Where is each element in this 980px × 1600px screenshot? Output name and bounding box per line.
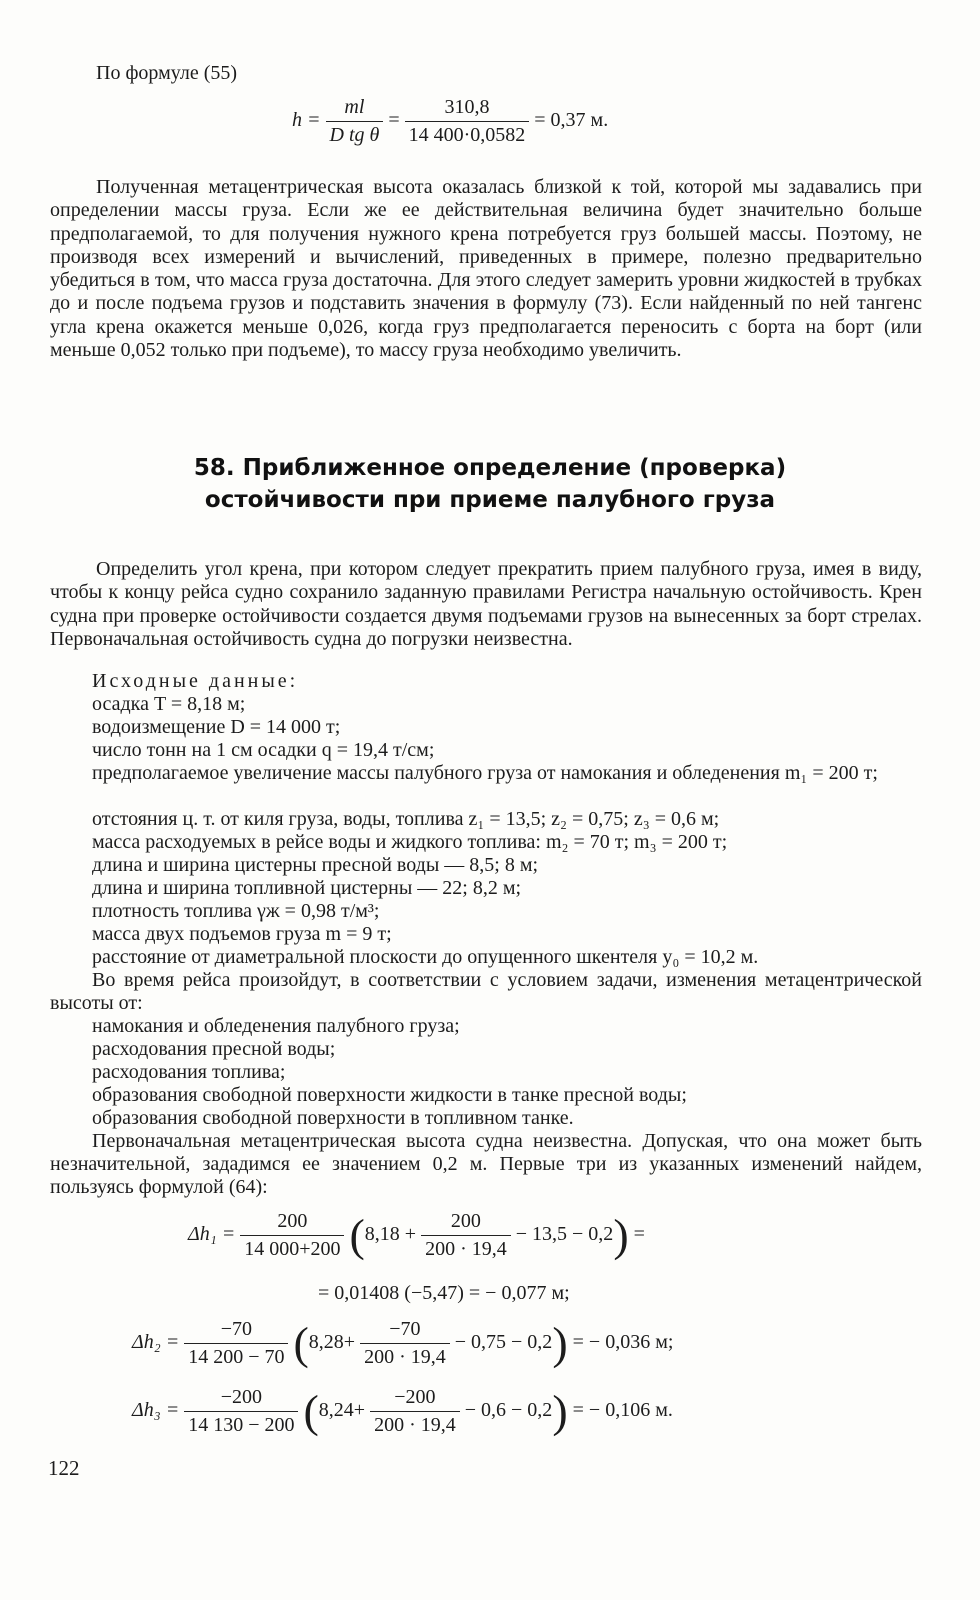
change-item: намокания и обледенения палубного груза; <box>92 1015 460 1037</box>
given-item: масса двух подъемов груза m = 9 т; <box>92 923 392 945</box>
fraction-denominator: D tg θ <box>326 121 384 147</box>
formula-result: = − 0,106 м. <box>572 1399 673 1422</box>
formula-h <box>292 96 608 147</box>
fraction <box>184 1318 288 1369</box>
fraction-denominator: 14 400·0,0582 <box>405 121 530 147</box>
changes-intro: Во время рейса произойдут, в соответствии с условием задачи, изменения метацентрической высоты от: <box>50 969 922 1014</box>
given-item: расстояние от диаметральной плоскости до опущенного шкентеля y₀ = 10,2 м. <box>92 946 759 968</box>
fraction <box>240 1210 344 1261</box>
given-item: число тонн на 1 см осадки q = 19,4 т/см; <box>92 739 435 761</box>
fraction <box>370 1386 460 1437</box>
given-item: плотность топлива γж = 0,98 т/м³; <box>92 900 380 922</box>
formula-term: 8,28+ <box>308 1331 356 1354</box>
fraction-denominator: 200 · 19,4 <box>360 1343 450 1369</box>
paren-open: ( <box>349 1209 365 1261</box>
formula-lhs: h = <box>292 109 321 132</box>
fraction <box>184 1386 298 1437</box>
fraction-denominator: 14 000+200 <box>240 1235 344 1261</box>
formula-term: 8,24+ <box>318 1399 366 1422</box>
formula-term: 8,18 + <box>364 1223 417 1246</box>
formula-result: = − 0,036 м; <box>572 1331 674 1354</box>
equals-sign: = <box>388 109 400 132</box>
given-item: отстояния ц. т. от киля груза, воды, топлива z₁ = 13,5; z₂ = 0,75; z₃ = 0,6 м; <box>92 808 720 830</box>
section-title-line-2: остойчивости при приеме палубного груза <box>204 487 776 513</box>
paren-close: ) <box>613 1209 629 1261</box>
formula-term: − 0,75 − 0,2 <box>454 1331 553 1354</box>
change-item: образования свободной поверхности жидкости в танке пресной воды; <box>92 1084 687 1106</box>
formula-result: = 0,37 м. <box>534 109 609 132</box>
given-item: водоизмещение D = 14 000 т; <box>92 716 341 738</box>
given-item-wrapped: предполагаемое увеличение массы палубного груза от намокания и обледенения m₁ = 200 т; <box>92 762 878 784</box>
change-item: расходования пресной воды; <box>92 1038 336 1060</box>
fraction-denominator: 200 · 19,4 <box>370 1411 460 1437</box>
formula-dh1-result: = 0,01408 (−5,47) = − 0,077 м; <box>318 1282 570 1304</box>
given-item: масса расходуемых в рейсе воды и жидкого топлива: m₂ = 70 т; m₃ = 200 т; <box>92 831 728 853</box>
formula-dh1 <box>188 1210 645 1261</box>
fraction-numerator: −70 <box>389 1318 421 1340</box>
given-item: длина и ширина топливной цистерны — 22; 8,2 м; <box>92 877 522 899</box>
paragraph-metacentric: Полученная метацентрическая высота оказалась близкой к той, которой мы задавались при определении массы груза. Если же ее действительная величина будет значительно больше предполагаемой, то для получения нужного крена потребуется груз большей массы. Поэтому, не производя всех измерений и вычислений, приведенных в примере, полезно предварительно убедиться в том, что масса груза достаточна. Для этого следует замерить уровни жидкостей в трубках до и после подъема грузов и подставить значения в формулу (73). Если найденный по ней тангенс угла крена окажется меньше 0,026, когда груз предполагается переносить с борта на борт (или меньше 0,052 только при подъеме), то массу груза необходимо увеличить. <box>50 176 922 362</box>
formula-dh2 <box>132 1318 673 1369</box>
fraction-numerator: ml <box>344 96 365 118</box>
change-item: расходования топлива; <box>92 1061 286 1083</box>
given-heading: Исходные данные: <box>92 670 299 692</box>
paragraph-initial-height: Первоначальная метацентрическая высота судна неизвестна. Допуская, что она может быть незначительной, зададимся ее значением 0,2 м. Первые три из указанных изменений найдем, пользуясь формулой (64): <box>50 1130 922 1198</box>
paren-close: ) <box>552 1317 568 1369</box>
paren-close: ) <box>552 1385 568 1437</box>
formula-result: = <box>633 1223 645 1246</box>
paren-open: ( <box>293 1317 309 1369</box>
formula-term: − 0,6 − 0,2 <box>464 1399 553 1422</box>
page-number: 122 <box>48 1456 80 1480</box>
formula-lhs: Δh₁ = <box>188 1223 236 1246</box>
fraction-numerator: −200 <box>220 1386 262 1408</box>
change-item: образования свободной поверхности в топливном танке. <box>92 1107 574 1129</box>
fraction-numerator: −200 <box>394 1386 436 1408</box>
fraction-numeric <box>405 96 530 147</box>
paragraph-task: Определить угол крена, при котором следует прекратить прием палубного груза, имея в виду, чтобы к концу рейса судно сохранило заданную правилами Регистра начальную остойчивость. Крен судна при проверке остойчивости создается двумя подъемами грузов на вынесенных за борт стрелах. Первоначальная остойчивость судна до погрузки неизвестна. <box>50 558 922 650</box>
fraction <box>360 1318 450 1369</box>
section-title-line-1: 58. Приближенное определение (проверка) <box>193 455 787 481</box>
fraction-numerator: 310,8 <box>444 96 490 118</box>
fraction-numerator: 200 <box>277 1210 308 1232</box>
fraction-denominator: 14 130 − 200 <box>184 1411 298 1437</box>
formula-dh3 <box>132 1386 673 1437</box>
formula-lhs: Δh₃ = <box>132 1399 180 1422</box>
fraction <box>421 1210 511 1261</box>
formula-reference-label: По формуле (55) <box>96 62 238 84</box>
fraction-ml-dtg <box>326 96 384 147</box>
fraction-numerator: −70 <box>220 1318 252 1340</box>
paren-open: ( <box>303 1385 319 1437</box>
given-item: длина и ширина цистерны пресной воды — 8,5; 8 м; <box>92 854 539 876</box>
formula-lhs: Δh₂ = <box>132 1331 180 1354</box>
given-item: осадка T = 8,18 м; <box>92 693 246 715</box>
fraction-denominator: 14 200 − 70 <box>184 1343 288 1369</box>
fraction-denominator: 200 · 19,4 <box>421 1235 511 1261</box>
formula-term: − 13,5 − 0,2 <box>515 1223 614 1246</box>
fraction-numerator: 200 <box>450 1210 481 1232</box>
